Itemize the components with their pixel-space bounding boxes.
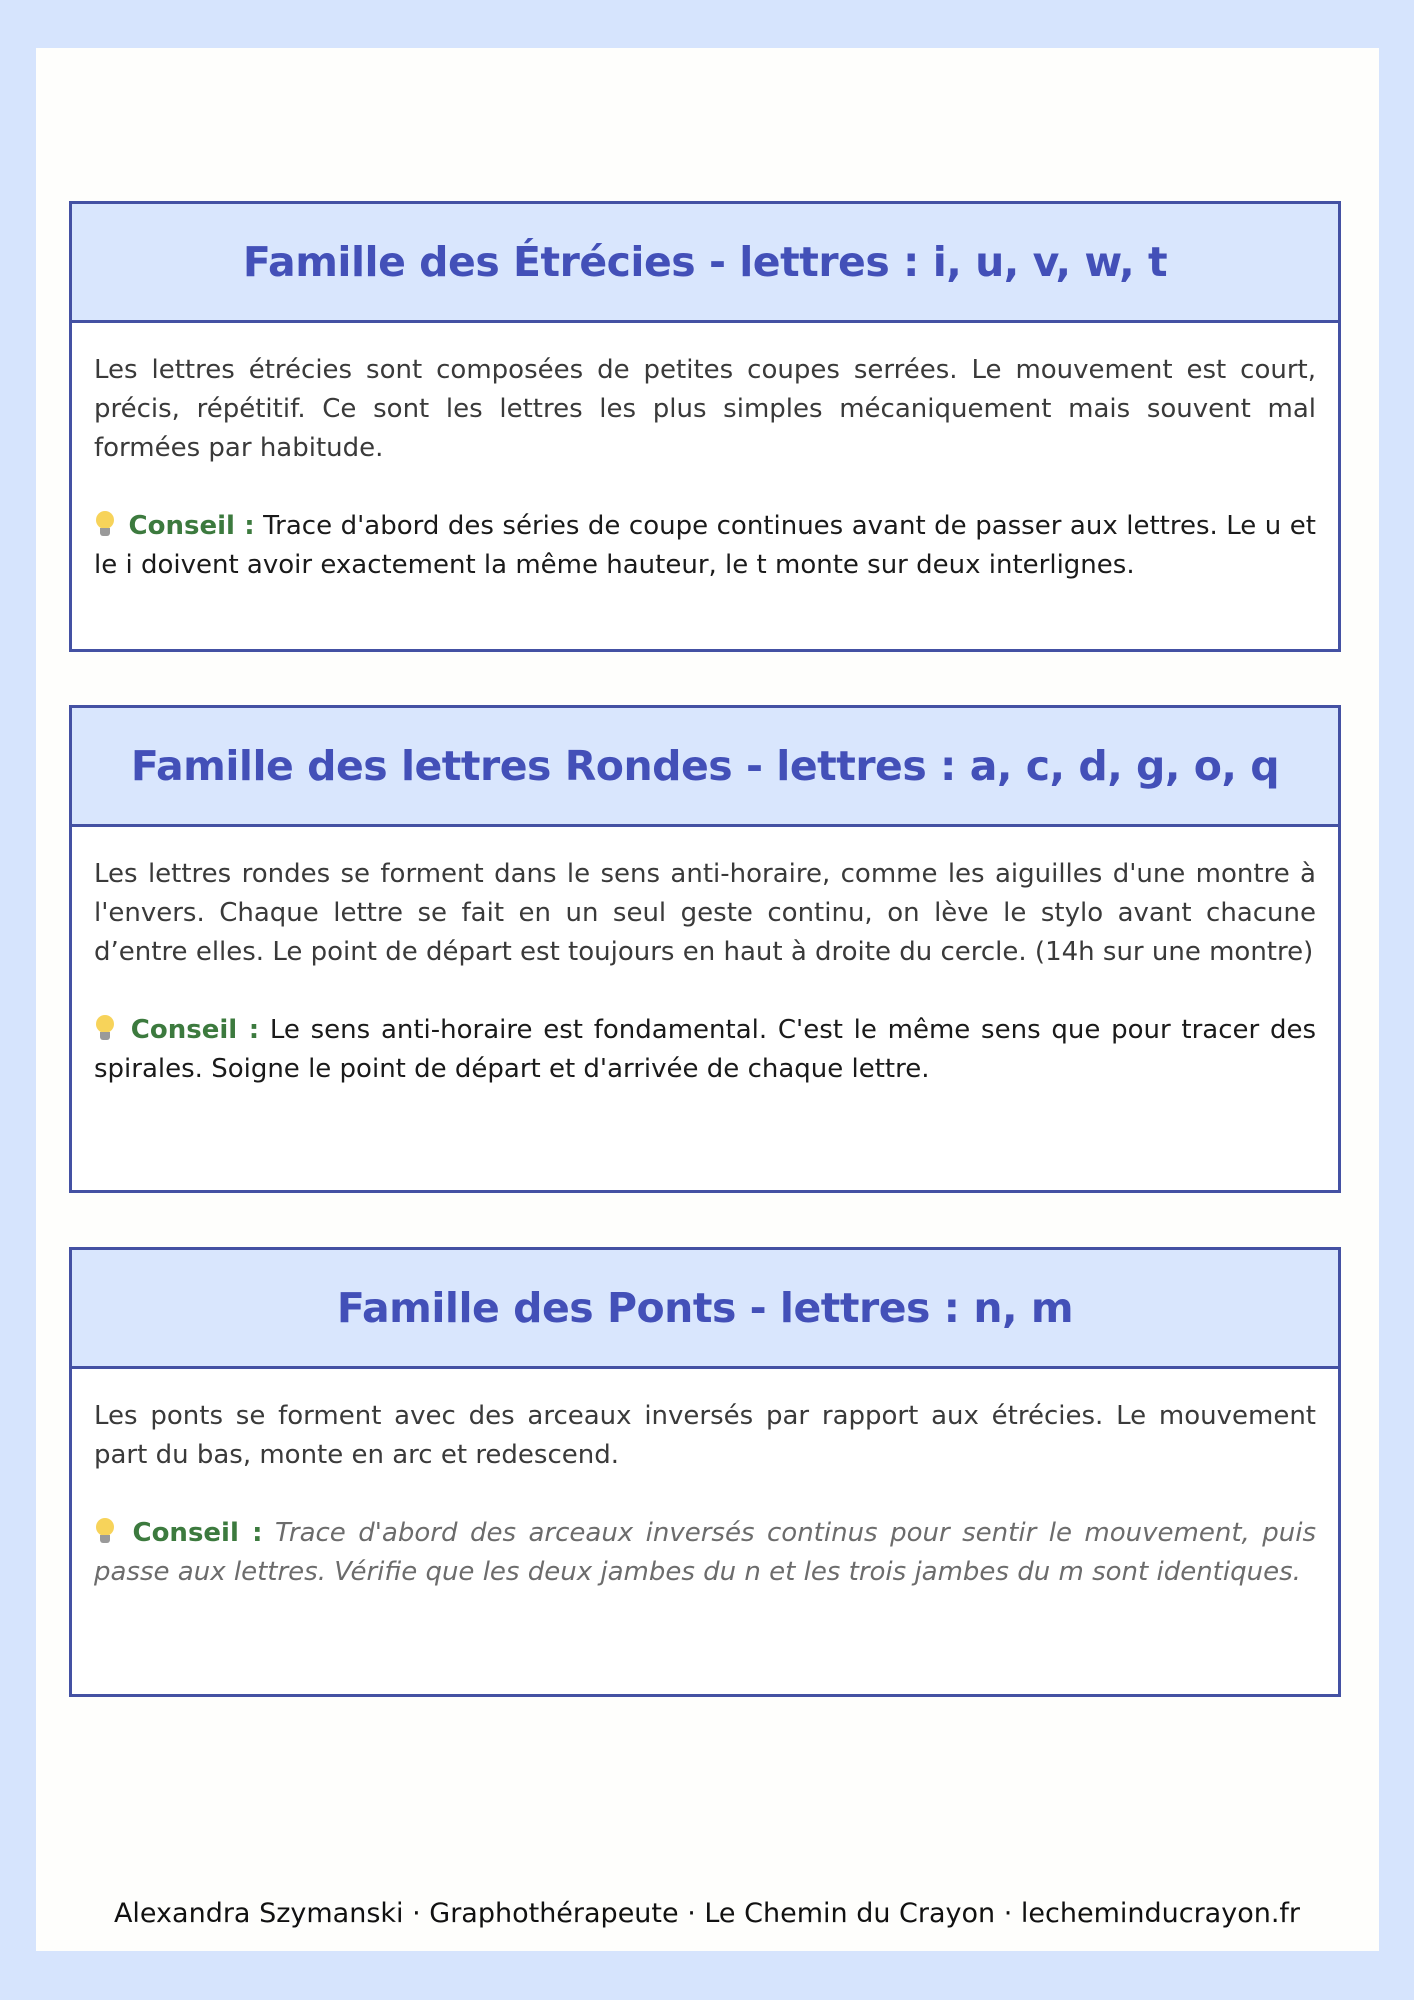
footer-credits: Alexandra Szymanski · Graphothérapeute · Le Chemin du Crayon · lecheminducrayon.fr <box>113 1898 1301 1929</box>
tip-text: Trace d'abord des arceaux inversés continus pour sentir le mouvement, puis passe aux lettres. Vérifie que les deux jambes du n et les trois jambes du m sont identiques. <box>94 1518 1317 1587</box>
section-intro: Les ponts se forment avec des arceaux inversés par rapport aux étrécies. Le mouvement part du bas, monte en arc et redescend. <box>94 1401 1316 1470</box>
section-header <box>72 1250 1338 1369</box>
lightbulb-icon <box>94 1518 116 1544</box>
section-body <box>72 1369 1338 1592</box>
section-tip <box>94 1011 1316 1089</box>
section-header <box>72 708 1338 827</box>
section-body <box>72 323 1338 585</box>
tip-text: Le sens anti-horaire est fondamental. C'est le même sens que pour tracer des spirales. Soigne le point de départ et d'arrivée de chaque lettre. <box>94 1015 1317 1084</box>
lightbulb-icon <box>94 1015 116 1041</box>
section-title: Famille des lettres Rondes - lettres : a, c, d, g, o, q <box>130 742 1280 790</box>
tip-text: Trace d'abord des séries de coupe continues avant de passer aux lettres. Le u et le i doivent avoir exactement la même hauteur, le t monte sur deux interlignes. <box>94 511 1316 580</box>
section-intro: Les lettres rondes se forment dans le sens anti-horaire, comme les aiguilles d'une montre à l'envers. Chaque lettre se fait en un seul geste continu, on lève le stylo avant chacune d’entre elles. Le point de départ est toujours en haut à droite du cercle. (14h sur une montre) <box>94 859 1316 967</box>
section-tip <box>94 1514 1316 1592</box>
tip-label: Conseil : <box>128 511 255 541</box>
section-body <box>72 827 1338 1089</box>
section-intro: Les lettres étrécies sont composées de petites coupes serrées. Le mouvement est court, précis, répétitif. Ce sont les lettres les plus simples mécaniquement mais souvent mal formées par habitude. <box>94 355 1316 463</box>
section-header <box>72 204 1338 323</box>
section-tip <box>94 507 1316 585</box>
section-rondes <box>69 705 1341 1193</box>
tip-label: Conseil : <box>130 1015 260 1045</box>
section-ponts <box>69 1247 1341 1697</box>
section-title: Famille des Ponts - lettres : n, m <box>336 1284 1074 1332</box>
section-etrecies <box>69 201 1341 652</box>
lightbulb-icon <box>94 511 116 537</box>
section-title: Famille des Étrécies - lettres : i, u, v, w, t <box>242 238 1168 286</box>
tip-label: Conseil : <box>132 1518 263 1548</box>
document-sheet <box>36 48 1379 1951</box>
